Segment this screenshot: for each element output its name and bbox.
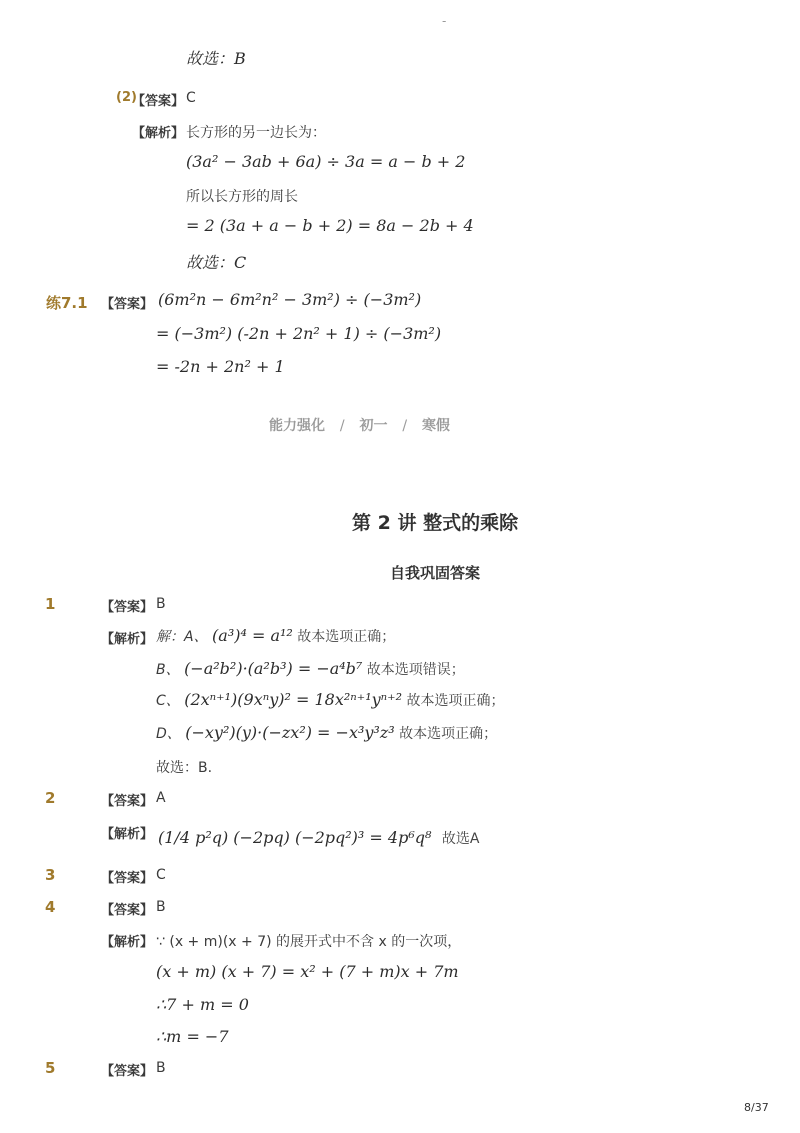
page-number: 8/37 — [744, 1101, 769, 1114]
q4-math-line1: (x + m) (x + 7) = x² + (7 + m)x + 7m — [156, 962, 459, 981]
q1-a-note: 故本选项正确； — [297, 629, 396, 645]
q1-a-prefix: 解：A、 — [156, 629, 208, 645]
q1-option-d — [156, 723, 497, 743]
q5-answer-label: 【答案】 — [101, 1064, 154, 1079]
q2b-analysis-label: 【解析】 — [101, 827, 154, 842]
q5-answer-value: B — [156, 1060, 166, 1076]
q1-c-math: (2xⁿ⁺¹)(9xⁿy)² = 18x²ⁿ⁺¹yⁿ⁺² — [184, 690, 402, 709]
footer-part-3: 寒假 — [421, 418, 450, 434]
q2-analysis-line2: 所以长方形的周长 — [186, 189, 298, 205]
q1-answer-label: 【答案】 — [101, 600, 154, 615]
question-number: 1 — [45, 595, 56, 613]
q4-analysis-label: 【解析】 — [101, 935, 154, 950]
q1-b-math: (−a²b²)·(a²b³) = −a⁴b⁷ — [184, 659, 363, 678]
question-number: 3 — [45, 866, 56, 884]
q4-analysis-line1: ∵ (x + m)(x + 7) 的展开式中不含 x 的一次项， — [156, 934, 462, 950]
q1-a-math: (a³)⁴ = a¹² — [212, 626, 293, 645]
q1-c-note: 故本选项正确； — [406, 693, 505, 709]
q1-d-note: 故本选项正确； — [399, 726, 498, 742]
q2b-answer-label: 【答案】 — [101, 794, 154, 809]
q3-answer-label: 【答案】 — [101, 871, 154, 886]
lecture-title: 第 2 讲 整式的乘除 — [352, 512, 519, 534]
question-number: 2 — [45, 789, 56, 807]
q2-analysis-label: 【解析】 — [132, 126, 185, 141]
q2-answer-label: 【答案】 — [132, 94, 185, 109]
footer-separator: / — [402, 418, 408, 434]
q1-option-a — [156, 626, 395, 646]
q1-b-prefix: B、 — [156, 662, 180, 678]
practice-math-line3: = -2n + 2n² + 1 — [156, 357, 285, 376]
q1-analysis-label: 【解析】 — [101, 632, 154, 647]
q2b-math: (1/4 p²q) (−2pq) (−2pq²)³ = 4p⁶q⁸ — [158, 828, 432, 847]
q2-analysis-line1: 长方形的另一边长为： — [186, 125, 326, 141]
footer-separator: / — [339, 418, 345, 434]
q1-option-c — [156, 690, 504, 710]
q1-answer-value: B — [156, 596, 166, 612]
practice-number: 练7.1 — [46, 294, 88, 312]
footer-part-2: 初一 — [359, 418, 388, 434]
q2-math-line2: = 2 (3a + a − b + 2) = 8a − 2b + 4 — [186, 216, 474, 235]
q4-answer-value: B — [156, 899, 166, 915]
q1-b-note: 故本选项错误； — [366, 662, 465, 678]
practice-math-line2: = (−3m²) (-2n + 2n² + 1) ÷ (−3m²) — [156, 324, 442, 343]
q3-answer-value: C — [156, 867, 166, 883]
q1-c-prefix: C、 — [156, 693, 180, 709]
practice-answer-label: 【答案】 — [101, 297, 154, 312]
q1-d-math: (−xy²)(y)·(−zx²) = −x³y³z³ — [185, 723, 395, 742]
choose-b-line: 故选：B — [186, 49, 246, 68]
q4-math-line2: ∴7 + m = 0 — [156, 995, 249, 1014]
q2-number: (2) — [116, 90, 137, 105]
q1-choose-line: 故选：B. — [156, 760, 213, 776]
q1-option-b — [156, 659, 465, 679]
q1-d-prefix: D、 — [156, 726, 181, 742]
q4-answer-label: 【答案】 — [101, 903, 154, 918]
page-footer — [269, 415, 450, 435]
top-mark: - — [442, 14, 447, 28]
q2b-note: 故选A — [441, 831, 480, 847]
section-title: 自我巩固答案 — [390, 564, 481, 582]
q4-math-line3: ∴m = −7 — [156, 1027, 229, 1046]
q2-math-line1: (3a² − 3ab + 6a) ÷ 3a = a − b + 2 — [186, 152, 466, 171]
q2-choose-line: 故选：C — [186, 253, 247, 272]
question-number: 5 — [45, 1059, 56, 1077]
footer-part-1: 能力强化 — [269, 418, 325, 434]
q2b-analysis-line — [158, 828, 479, 848]
q2b-answer-value: A — [156, 790, 166, 806]
practice-math-line1: (6m²n − 6m²n² − 3m²) ÷ (−3m²) — [158, 290, 422, 309]
question-number: 4 — [45, 898, 56, 916]
q2-answer-value: C — [186, 90, 196, 106]
